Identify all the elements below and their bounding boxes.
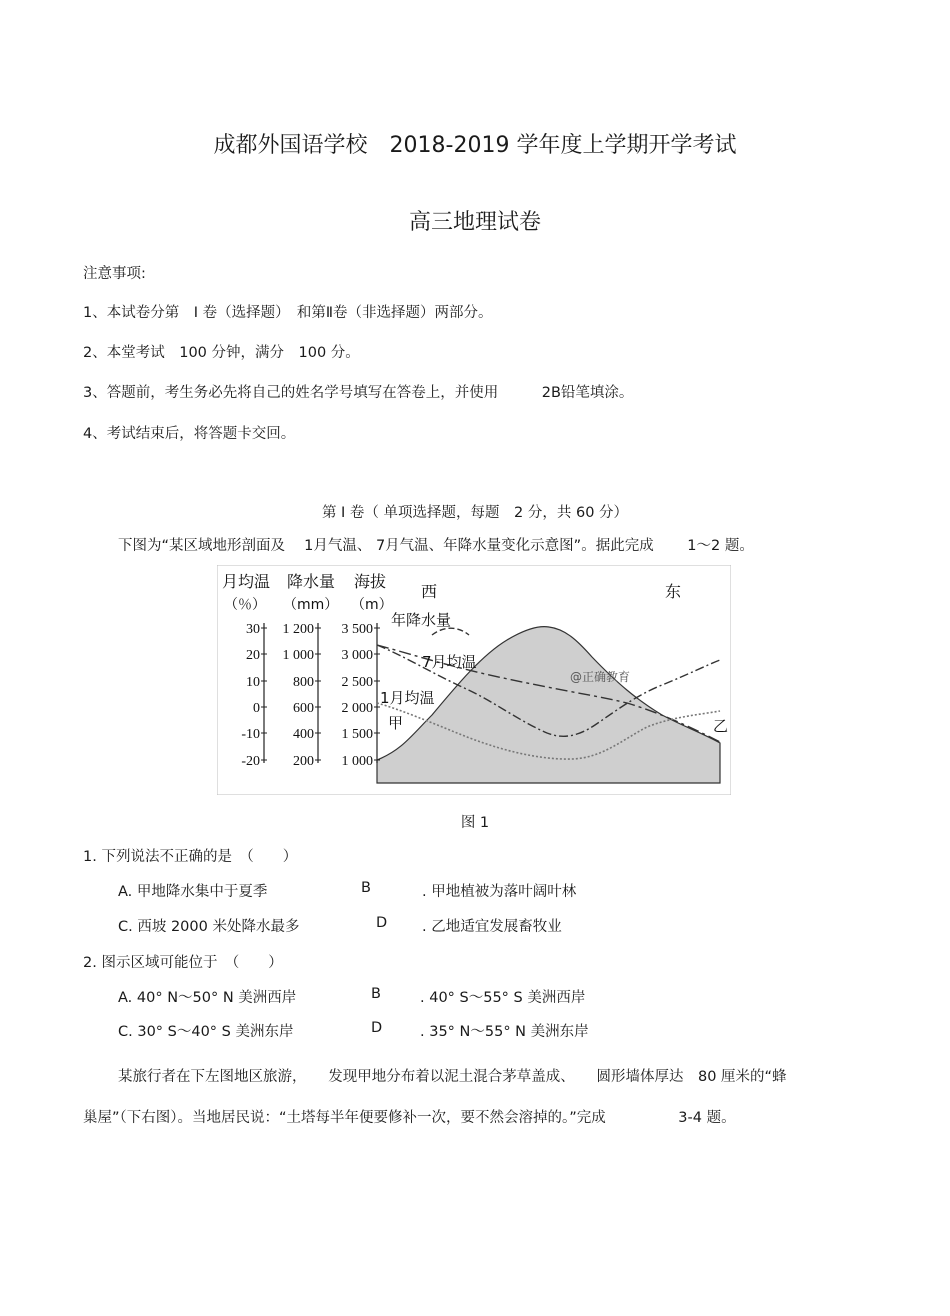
terrain-profile-figure (217, 565, 731, 795)
svg-text:0: 0 (253, 701, 260, 716)
svg-text:1 200: 1 200 (282, 622, 314, 637)
notice-item: 4、考试结束后，将答题卡交回。 (83, 426, 296, 442)
notice-item: 3、答题前，考生务必先将自己的姓名学号填写在答卷上，并使用 2B铅笔填涂。 (83, 385, 634, 401)
section-heading: 第 Ⅰ 卷（ 单项选择题，每题 2 分，共 60 分） (321, 505, 629, 521)
q1-option-b: . 甲地植被为落叶阔叶林 (422, 884, 577, 900)
svg-text:3 500: 3 500 (341, 622, 373, 637)
q1-option-a: A. 甲地降水集中于夏季 (118, 884, 268, 900)
question-2-stem: 2. 图示区域可能位于 （ ） (83, 955, 283, 971)
svg-text:600: 600 (293, 701, 314, 716)
figure-caption: 图 1 (460, 815, 490, 831)
svg-text:10: 10 (246, 675, 260, 690)
passage-line-2: 巢屋”（下右图）。当地居民说：“土塔每半年便要修补一次，要不然会溶掉的。”完成 3-4 题。 (83, 1110, 736, 1126)
alt-axis-header: 海拔 (354, 572, 387, 591)
svg-text:-10: -10 (241, 727, 260, 742)
q1-option-b-letter: B (361, 880, 371, 896)
q2-option-d-letter: D (371, 1020, 383, 1036)
jan-temp-label: 1月均温 (380, 689, 435, 707)
svg-text:800: 800 (293, 675, 314, 690)
q1-option-d-letter: D (376, 915, 388, 931)
annual-precip-label: 年降水量 (391, 611, 452, 629)
q2-option-a: A. 40° N～50° N 美洲西岸 (118, 990, 297, 1006)
svg-text:1 000: 1 000 (341, 754, 373, 769)
svg-text:2 000: 2 000 (341, 701, 373, 716)
q2-option-c: C. 30° S～40° S 美洲东岸 (118, 1024, 294, 1040)
notice-item: 2、本堂考试 100 分钟，满分 100 分。 (83, 345, 360, 361)
temp-axis-header: 月均温 (222, 572, 271, 591)
temp-axis-unit: （％） (224, 597, 266, 613)
passage-line-1: 某旅行者在下左图地区旅游， 发现甲地分布着以泥土混合茅草盖成、 圆形墙体厚达 80 厘米的“蜂 (118, 1069, 787, 1085)
question-1-stem: 1. 下列说法不正确的是 （ ） (83, 849, 298, 865)
east-label: 东 (665, 582, 682, 601)
svg-text:1 500: 1 500 (341, 727, 373, 742)
svg-text:30: 30 (246, 622, 260, 637)
svg-text:3 000: 3 000 (341, 648, 373, 663)
q2-option-d: . 35° N～55° N 美洲东岸 (420, 1024, 589, 1040)
exam-title: 成都外国语学校 2018-2019 学年度上学期开学考试 (213, 133, 737, 158)
svg-text:2 500: 2 500 (341, 675, 373, 690)
terrain-profile-svg (217, 565, 731, 795)
svg-text:200: 200 (293, 754, 314, 769)
svg-text:400: 400 (293, 727, 314, 742)
precip-axis-unit: （mm） (283, 597, 339, 613)
q1-option-c: C. 西坡 2000 米处降水最多 (118, 919, 300, 935)
notice-item: 1、本试卷分第 Ⅰ 卷（选择题） 和第Ⅱ卷（非选择题）两部分。 (83, 305, 493, 321)
section-intro: 下图为“某区域地形剖面及 1月气温、 7月气温、年降水量变化示意图”。据此完成 1～2 题。 (118, 538, 754, 554)
watermark: @正确教育 (570, 670, 631, 684)
q1-option-d: . 乙地适宜发展畜牧业 (422, 919, 562, 935)
yi-label: 乙 (713, 717, 729, 735)
precip-axis-header: 降水量 (287, 572, 336, 591)
q2-option-b-letter: B (371, 986, 381, 1002)
svg-text:-20: -20 (241, 754, 260, 769)
west-label: 西 (421, 582, 438, 601)
exam-subtitle: 高三地理试卷 (408, 210, 541, 235)
notice-heading: 注意事项: (83, 266, 146, 282)
q2-option-b: . 40° S～55° S 美洲西岸 (420, 990, 586, 1006)
alt-axis-unit: （m） (351, 597, 393, 613)
svg-text:20: 20 (246, 648, 260, 663)
svg-text:1 000: 1 000 (282, 648, 314, 663)
jia-label: 甲 (388, 714, 404, 732)
july-temp-label: 7月均温 (422, 653, 477, 671)
